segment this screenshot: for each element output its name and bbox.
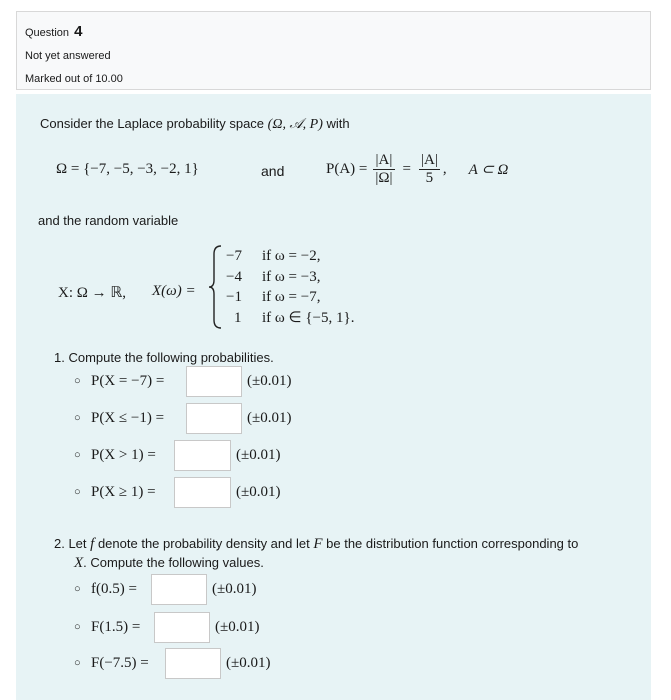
part2-text: 2. Let	[54, 536, 87, 551]
intro-with: with	[326, 116, 350, 131]
answer-input-p-x-gt-1[interactable]	[174, 440, 231, 471]
answer-input-f-0-5[interactable]	[151, 574, 207, 605]
case-condition: if ω = −7,	[262, 289, 321, 305]
p-lhs: P(A) =	[326, 160, 368, 177]
fraction-1-denominator: |Ω|	[375, 169, 393, 186]
tolerance-label: (±0.01)	[226, 655, 271, 671]
p1-expr-3: P(X > 1) =	[91, 447, 156, 463]
probability-space-triple: (Ω, 𝒜, P)	[267, 117, 323, 132]
question-info-panel	[16, 11, 651, 90]
answer-input-p-x-eq-neg7[interactable]	[186, 366, 242, 397]
fraction-a-over-omega	[373, 152, 394, 187]
bullet-icon: ○	[74, 412, 81, 424]
left-brace-icon	[208, 244, 224, 330]
case-value: 1	[234, 309, 242, 326]
tolerance-label: (±0.01)	[247, 373, 292, 389]
question-number-label	[25, 23, 82, 40]
tolerance-label: (±0.01)	[212, 581, 257, 597]
case-condition: if ω ∈ {−5, 1}.	[262, 309, 355, 326]
probability-measure-definition	[326, 148, 508, 190]
part2-heading-line2	[74, 555, 264, 572]
rv-case-values	[226, 246, 242, 328]
case-condition: if ω = −2,	[262, 248, 321, 264]
case-value: −7	[226, 248, 242, 264]
part2-text: be the distribution function corresponding to	[326, 536, 579, 551]
subset-condition: A ⊂ Ω	[468, 161, 509, 178]
answer-input-p-x-ge-1[interactable]	[174, 477, 231, 508]
p2-expr-2: F(1.5) =	[91, 619, 141, 635]
bullet-icon: ○	[74, 583, 81, 595]
p1-expr-2: P(X ≤ −1) =	[91, 410, 165, 426]
marks-info: Marked out of 10.00	[25, 73, 123, 85]
part2-text: denote the probability density and let	[97, 536, 310, 551]
bullet-icon: ○	[74, 486, 81, 498]
fraction-2-numerator: |A|	[421, 151, 438, 168]
question-content	[16, 94, 651, 700]
answer-input-F-1-5[interactable]	[154, 612, 210, 643]
intro-text: Consider the Laplace probability space	[40, 116, 265, 131]
case-value: −1	[226, 289, 242, 305]
f-symbol: f	[90, 536, 95, 552]
question-number: 4	[74, 23, 83, 40]
comma: ,	[442, 160, 447, 177]
fraction-1-numerator: |A|	[373, 152, 394, 170]
p2-expr-1: f(0.5) =	[91, 581, 137, 597]
bullet-icon: ○	[74, 449, 81, 461]
p1-expr-1: P(X = −7) =	[91, 373, 165, 389]
part2-heading-line1	[54, 536, 578, 553]
bullet-icon: ○	[74, 375, 81, 387]
p2-expr-3: F(−7.5) =	[91, 655, 149, 671]
F-symbol: F	[313, 536, 323, 552]
tolerance-label: (±0.01)	[236, 484, 281, 500]
part2-text: . Compute the following values.	[83, 555, 264, 570]
answer-input-F-neg7-5[interactable]	[165, 648, 221, 679]
omega-definition: Ω = {−7, −5, −3, −2, 1}	[56, 161, 199, 177]
part1-heading: 1. Compute the following probabilities.	[54, 350, 274, 365]
answer-input-p-x-le-neg1[interactable]	[186, 403, 242, 434]
equals-sign: =	[402, 160, 411, 177]
rv-map: X: Ω → ℝ,	[58, 285, 127, 301]
tolerance-label: (±0.01)	[236, 447, 281, 463]
tolerance-label: (±0.01)	[215, 619, 260, 635]
rv-case-conditions	[262, 246, 354, 328]
rv-intro: and the random variable	[38, 213, 179, 228]
p1-expr-4: P(X ≥ 1) =	[91, 484, 156, 500]
fraction-a-over-five	[419, 152, 440, 187]
case-condition: if ω = −3,	[262, 268, 321, 285]
rv-lhs: X(ω) =	[152, 283, 196, 299]
bullet-icon: ○	[74, 621, 81, 633]
X-symbol: X	[74, 555, 84, 571]
bullet-icon: ○	[74, 657, 81, 669]
answer-status: Not yet answered	[25, 50, 111, 62]
and-connector: and	[261, 163, 285, 179]
case-value: −4	[226, 268, 242, 285]
intro-line	[40, 116, 350, 133]
fraction-2-denominator: 5	[425, 169, 434, 186]
tolerance-label: (±0.01)	[247, 410, 292, 426]
question-label-text: Question	[25, 27, 70, 39]
